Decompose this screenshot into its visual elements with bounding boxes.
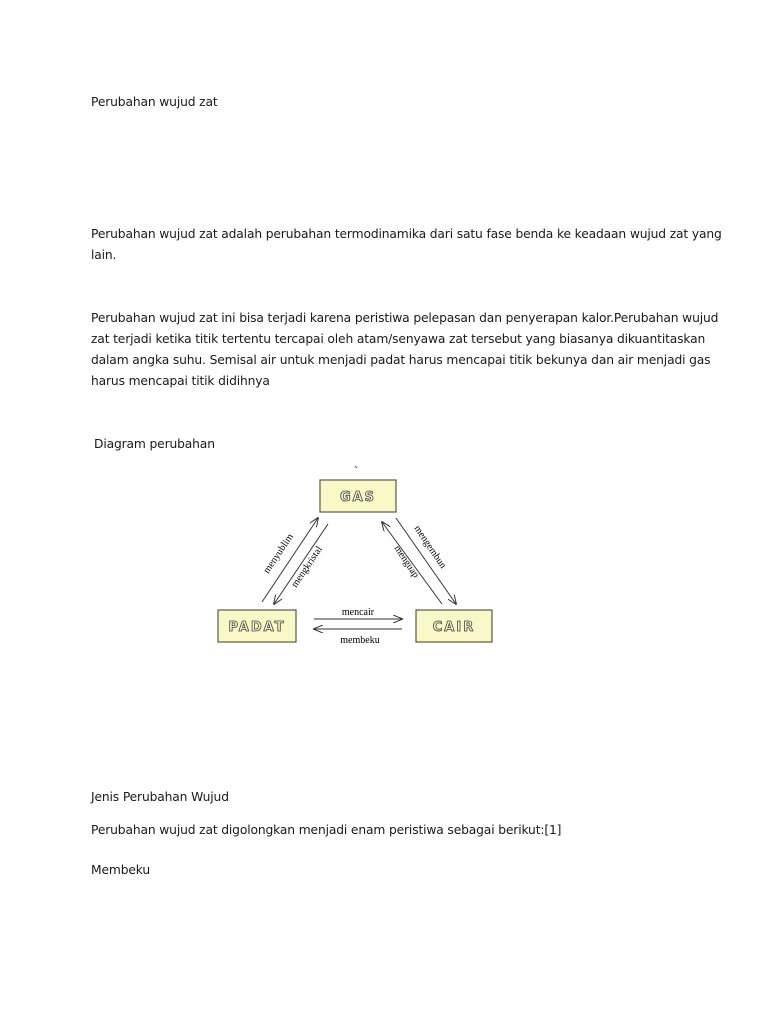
paragraph-explanation — [91, 308, 719, 392]
document-title: Perubahan wujud zat — [91, 95, 218, 109]
box-cair — [416, 610, 492, 642]
section-heading: Jenis Perubahan Wujud — [91, 790, 229, 804]
label-mengkristal: mengkristal — [289, 544, 325, 590]
paragraph-classification: Perubahan wujud zat digolongkan menjadi enam peristiwa sebagai berikut:[1] — [91, 823, 562, 837]
box-padat — [218, 610, 296, 642]
paragraph-line: Perubahan wujud zat adalah perubahan termodinamika dari satu fase benda ke keadaan wujud zat yang — [91, 227, 722, 241]
label-menguap: menguap — [391, 543, 422, 581]
label-membeku: membeku — [340, 635, 380, 646]
subheading-membeku: Membeku — [91, 863, 151, 877]
label-menyublim: menyublim — [261, 531, 296, 576]
paragraph-line: zat terjadi ketika titik tertentu tercapai oleh atam/senyawa zat tersebut yang biasanya dikuantitaskan — [91, 332, 706, 346]
paragraph-line: Perubahan wujud zat ini bisa terjadi karena peristiwa pelepasan dan penyerapan kalor.Perubahan wujud — [91, 311, 719, 325]
box-gas — [320, 480, 396, 512]
label-mengembun: mengembun — [411, 523, 449, 571]
label-mencair: mencair — [341, 607, 375, 618]
arrow-mengkristal — [274, 524, 328, 604]
paragraph-definition — [91, 224, 722, 266]
paragraph-line: lain. — [91, 248, 117, 262]
paragraph-line: dalam angka suhu. Semisal air untuk menjadi padat harus mencapai titik bekunya dan air menjadi gas — [91, 353, 711, 367]
box-gas-label: GAS — [339, 490, 377, 505]
box-padat-label: PADAT — [228, 620, 286, 635]
box-cair-label: CAIR — [432, 620, 476, 635]
paragraph-line: harus mencapai titik didihnya — [91, 374, 270, 388]
stray-mark — [355, 466, 357, 468]
diagram-heading: Diagram perubahan — [94, 437, 215, 451]
phase-change-diagram — [210, 462, 500, 652]
